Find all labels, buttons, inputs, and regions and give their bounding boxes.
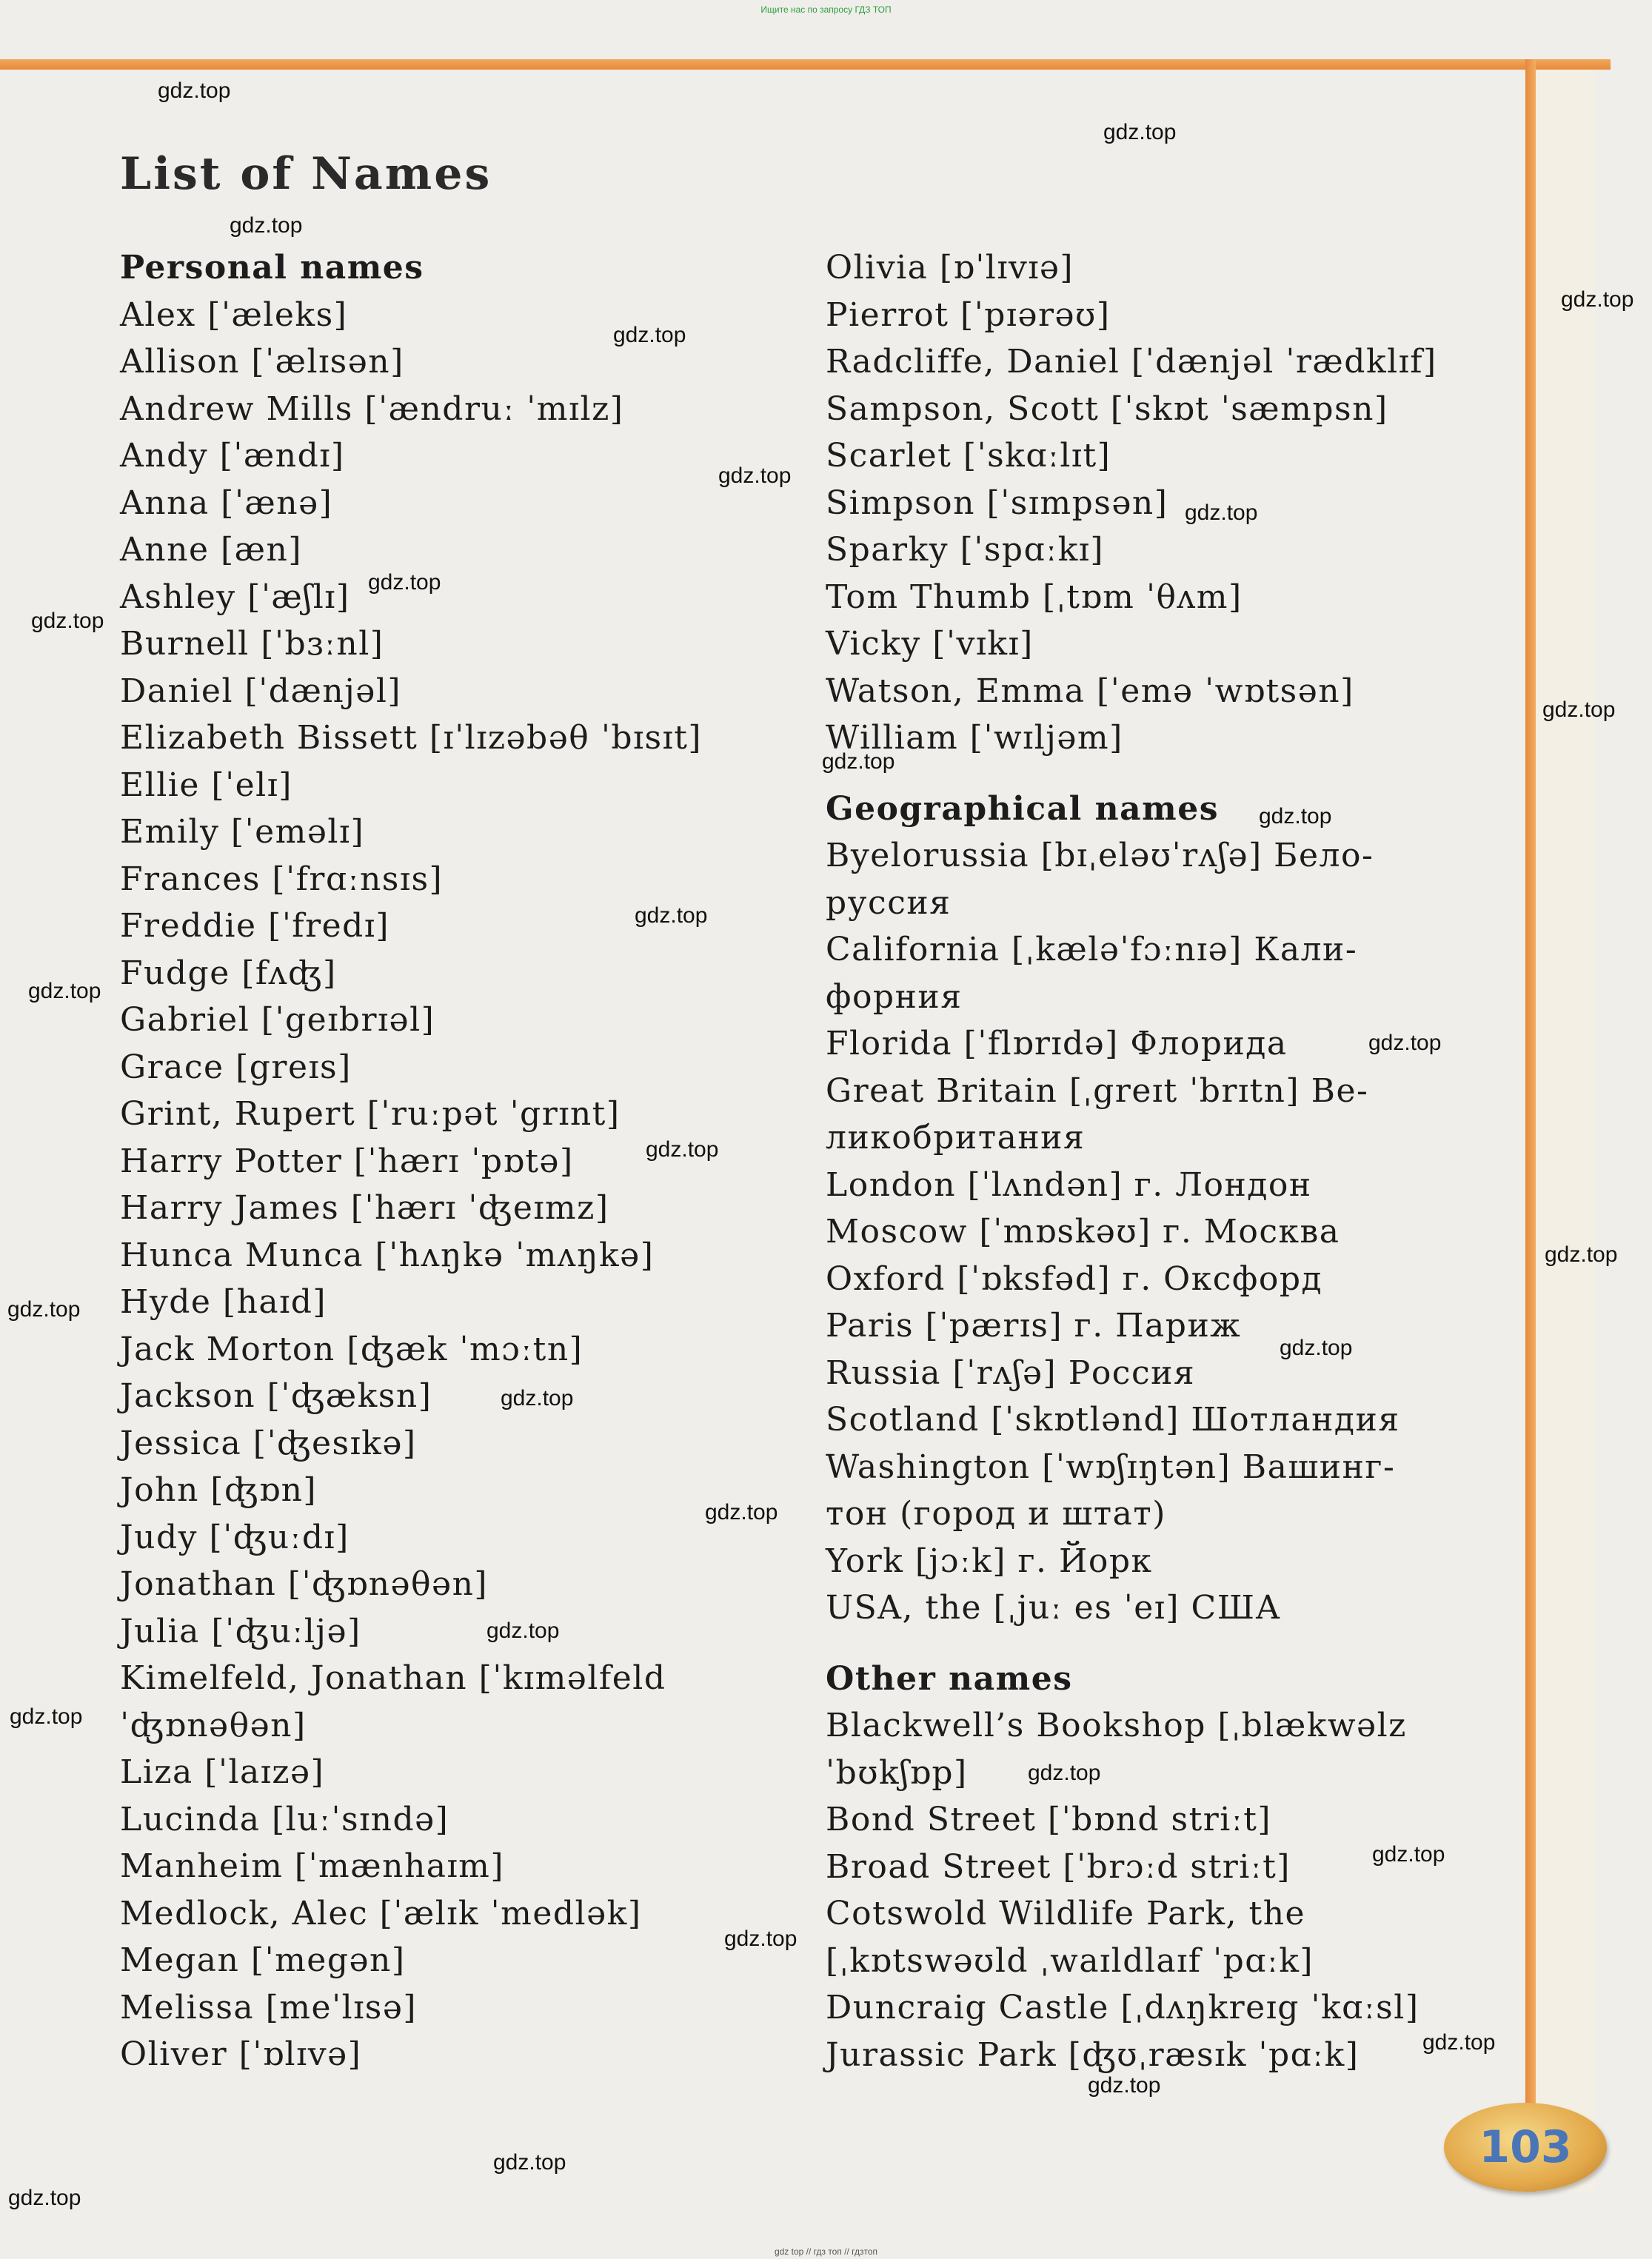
watermark: gdz.top <box>1280 1336 1353 1360</box>
watermark: gdz.top <box>822 749 895 774</box>
list-item: William [ˈwɪljəm] <box>826 719 1123 757</box>
list-item: Kimelfeld, Jonathan [ˈkɪməlfeld <box>120 1659 666 1697</box>
watermark: gdz.top <box>1259 804 1332 829</box>
list-item: Pierrot [ˈpɪərəʊ] <box>826 295 1111 334</box>
list-item: Medlock, Alec [ˈælɪk ˈmedlək] <box>120 1894 642 1932</box>
list-item: Byelorussia [bɪˌeləʊˈrʌʃə] Бело- <box>826 837 1374 874</box>
watermark: gdz.top <box>724 1927 797 1951</box>
list-item: London [ˈlʌndən] г. Лондон <box>826 1165 1312 1204</box>
list-item: Emily [ˈeməlɪ] <box>120 813 365 851</box>
list-item: Andrew Mills [ˈændruː ˈmɪlz] <box>120 389 624 428</box>
list-item: York [jɔːk] г. Йорк <box>826 1542 1153 1580</box>
section-gap <box>826 1632 1462 1656</box>
watermark: gdz.top <box>368 570 441 595</box>
list-item: тон (город и штат) <box>826 1495 1166 1533</box>
section-heading-geographical: Geographical names <box>826 789 1220 828</box>
watermark: gdz.top <box>486 1619 560 1643</box>
list-item: Tom Thumb [ˌtɒm ˈθʌm] <box>826 578 1243 616</box>
watermark: gdz.top <box>31 609 104 633</box>
watermark: gdz.top <box>158 78 231 103</box>
list-item: [ˌkɒtswəʊld ˌwaɪldlaɪf ˈpɑːk] <box>826 1941 1314 1980</box>
list-item: Julia [ˈʤuːljə] <box>120 1612 361 1650</box>
section-heading-personal: Personal names <box>120 249 424 287</box>
list-item: Russia [ˈrʌʃə] Россия <box>826 1353 1196 1392</box>
list-item: Gabriel [ˈgeɪbrɪəl] <box>120 1001 435 1039</box>
list-item: Sparky [ˈspɑːkɪ] <box>826 531 1104 569</box>
list-item: Anne [æn] <box>120 531 303 569</box>
list-item: Cotswold Wildlife Park, the <box>826 1895 1306 1932</box>
list-item: Olivia [ɒˈlɪvɪə] <box>826 249 1074 287</box>
watermark: gdz.top <box>718 463 792 488</box>
list-item: Moscow [ˈmɒskəʊ] г. Москва <box>826 1213 1340 1251</box>
list-item: Jurassic Park [ʤʊˌræsɪk ˈpɑːk] <box>826 2035 1360 2074</box>
list-item: Hunca Munca [ˈhʌŋkə ˈmʌŋkə] <box>120 1236 655 1274</box>
list-item: Blackwell’s Bookshop [ˌblækwəlz <box>826 1707 1407 1744</box>
list-item: руссия <box>826 883 952 922</box>
watermark: gdz.top <box>8 2186 81 2210</box>
list-item: Anna [ˈænə] <box>120 483 333 522</box>
watermark: gdz.top <box>1088 2073 1161 2098</box>
section-gap <box>826 762 1462 786</box>
list-item: Manheim [ˈmænhaɪm] <box>120 1847 504 1885</box>
list-item: ликобритания <box>826 1119 1086 1157</box>
list-item: Frances [ˈfrɑːnsɪs] <box>120 860 444 898</box>
list-item: Florida [ˈflɒrɪdə] Флорида <box>826 1025 1288 1062</box>
right-margin-strip <box>1536 70 1595 2192</box>
list-item: Ashley [ˈæʃlɪ] <box>120 578 350 616</box>
list-item: Oxford [ˈɒksfəd] г. Оксфорд <box>826 1259 1323 1298</box>
list-item: Paris [ˈpærɪs] г. Париж <box>826 1307 1242 1345</box>
list-item: Daniel [ˈdænjəl] <box>120 672 402 710</box>
bottom-note: gdz top // гдз топ // гдзтоп <box>774 2246 878 2257</box>
list-item: форния <box>826 977 963 1016</box>
list-item: Scotland [ˈskɒtlənd] Шотландия <box>826 1401 1400 1439</box>
list-item: Scarlet [ˈskɑːlɪt] <box>826 437 1111 475</box>
watermark: gdz.top <box>705 1500 778 1525</box>
watermark: gdz.top <box>28 979 101 1003</box>
list-item: Duncraig Castle [ˌdʌŋkreɪg ˈkɑːsl] <box>826 1989 1419 2027</box>
watermark: gdz.top <box>1185 501 1258 525</box>
list-item: Andy [ˈændɪ] <box>120 437 345 475</box>
watermark: gdz.top <box>1368 1031 1442 1055</box>
watermark: gdz.top <box>646 1137 719 1162</box>
list-item: ˈʤɒnəθən] <box>120 1706 307 1744</box>
watermark: gdz.top <box>230 213 303 238</box>
top-search-note: Ищите нас по запросу ГДЗ ТОП <box>760 4 892 15</box>
section-heading-other: Other names <box>826 1659 1073 1698</box>
watermark: gdz.top <box>1372 1842 1445 1867</box>
list-item: Radcliffe, Daniel [ˈdænjəl ˈrædklɪf] <box>826 343 1437 381</box>
list-item: Grint, Rupert [ˈruːpət ˈgrɪnt] <box>120 1095 621 1133</box>
list-item: Oliver [ˈɒlɪvə] <box>120 2035 362 2073</box>
list-item: Allison [ˈælɪsən] <box>120 343 404 381</box>
watermark: gdz.top <box>1542 697 1616 722</box>
list-item: Harry James [ˈhærɪ ˈʤeɪmz] <box>120 1189 609 1227</box>
list-item: Jack Morton [ʤæk ˈmɔːtn] <box>120 1330 583 1368</box>
list-item: Washington [ˈwɒʃɪŋtən] Вашинг- <box>826 1448 1396 1486</box>
geographical-names-list <box>826 832 1462 1632</box>
list-item: Jessica [ˈʤesɪkə] <box>120 1424 417 1462</box>
top-orange-border <box>0 59 1611 70</box>
watermark: gdz.top <box>493 2150 566 2175</box>
list-item: ˈbʊkʃɒp] <box>826 1753 968 1792</box>
list-item: Grace [greɪs] <box>120 1048 352 1086</box>
list-item: Broad Street [ˈbrɔːd striːt] <box>826 1847 1291 1886</box>
page-title: List of Names <box>120 148 492 200</box>
list-item: Simpson [ˈsɪmpsən] <box>826 483 1168 522</box>
list-item: Burnell [ˈbɜːnl] <box>120 625 384 663</box>
list-item: Alex [ˈæleks] <box>120 295 348 334</box>
list-item: Freddie [ˈfredɪ] <box>120 907 390 945</box>
watermark: gdz.top <box>10 1704 83 1729</box>
list-item: Watson, Emma [ˈemə ˈwɒtsən] <box>826 672 1354 710</box>
list-item: Sampson, Scott [ˈskɒt ˈsæmpsn] <box>826 389 1388 428</box>
list-item: Lucinda [luːˈsɪndə] <box>120 1800 449 1838</box>
list-item: Vicky [ˈvɪkɪ] <box>826 625 1034 663</box>
page-number-badge <box>1444 2103 1607 2192</box>
other-names-list <box>826 1702 1462 2078</box>
watermark: gdz.top <box>7 1297 81 1322</box>
list-item: Fudge [fʌʤ] <box>120 954 337 992</box>
list-item: Hyde [haɪd] <box>120 1283 327 1321</box>
watermark: gdz.top <box>1103 120 1177 144</box>
list-item: Jonathan [ˈʤɒnəθən] <box>120 1565 489 1603</box>
watermark: gdz.top <box>613 323 686 347</box>
personal-names-list <box>120 292 772 2078</box>
watermark: gdz.top <box>1028 1761 1101 1785</box>
watermark: gdz.top <box>1545 1242 1618 1267</box>
watermark: gdz.top <box>635 903 708 928</box>
personal-names-list-continued <box>826 244 1462 762</box>
watermark: gdz.top <box>1422 2030 1496 2055</box>
list-item: Megan [ˈmegən] <box>120 1941 406 1979</box>
right-column <box>826 244 1462 2078</box>
list-item: Liza [ˈlaɪzə] <box>120 1753 325 1791</box>
list-item: Elizabeth Bissett [ɪˈlɪzəbəθ ˈbɪsɪt] <box>120 719 703 757</box>
list-item: USA, the [ˌjuː es ˈeɪ] США <box>826 1589 1282 1627</box>
list-item: Great Britain [ˌgreɪt ˈbrɪtn] Ве- <box>826 1071 1369 1110</box>
watermark: gdz.top <box>1561 287 1634 312</box>
right-orange-border <box>1525 59 1536 2192</box>
list-item: Harry Potter [ˈhærɪ ˈpɒtə] <box>120 1142 574 1180</box>
list-item: Ellie [ˈelɪ] <box>120 766 292 804</box>
list-item: California [ˌkæləˈfɔːnɪə] Кали- <box>826 931 1358 968</box>
list-item: Melissa [meˈlɪsə] <box>120 1988 418 2027</box>
list-item: Judy [ˈʤuːdɪ] <box>120 1518 350 1556</box>
list-item: John [ʤɒn] <box>120 1471 318 1509</box>
list-item: Bond Street [ˈbɒnd striːt] <box>826 1801 1272 1838</box>
list-item: Jackson [ˈʤæksn] <box>120 1377 432 1415</box>
watermark: gdz.top <box>501 1386 574 1410</box>
page-number: 103 <box>1479 2121 1572 2173</box>
